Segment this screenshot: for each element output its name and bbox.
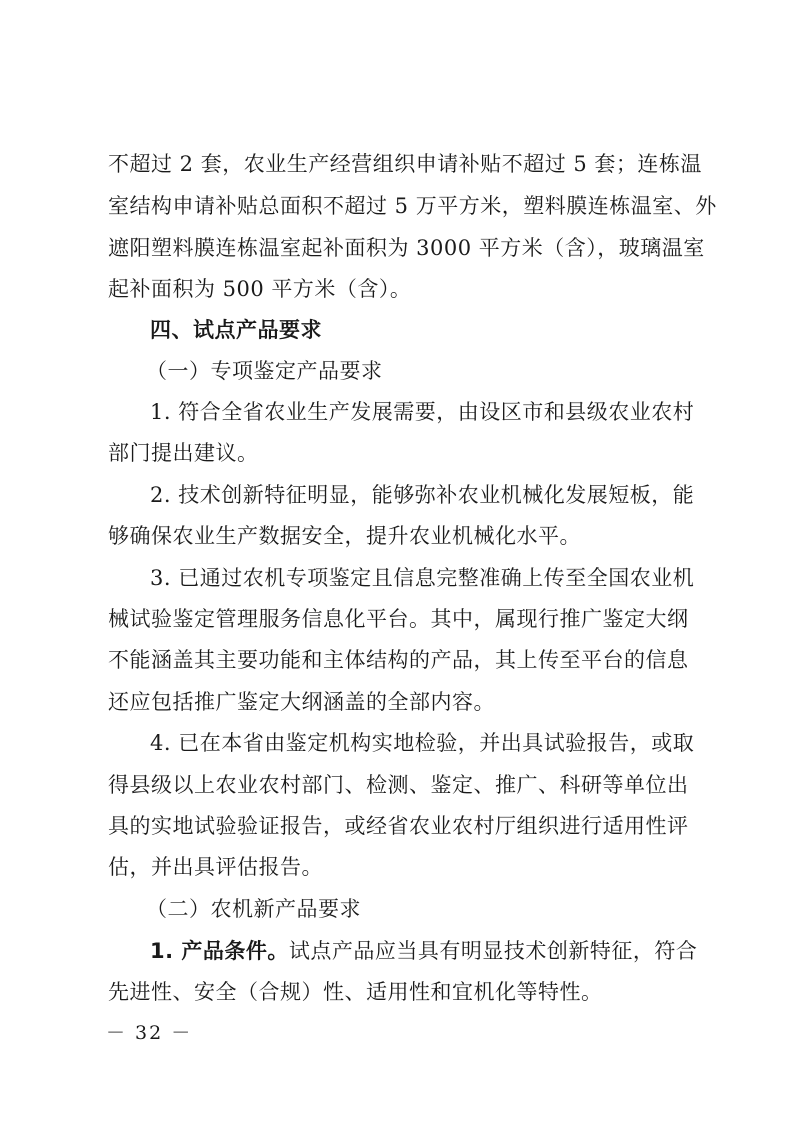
text-line: 够确保农业生产数据安全，提升农业机械化水平。: [108, 524, 581, 548]
text-line: 械试验鉴定管理服务信息化平台。其中，属现行推广鉴定大纲: [108, 607, 689, 631]
text-line: 遮阳塑料膜连栋温室起补面积为 3000 平方米（含），玻璃温室: [108, 236, 705, 260]
text-line: 估，并出具评估报告。: [108, 855, 323, 879]
text-line: 还应包括推广鉴定大纲涵盖的全部内容。: [108, 690, 495, 714]
text-line: 先进性、安全（合规）性、适用性和宜机化等特性。: [108, 980, 603, 1004]
text-line: 1. 符合全省农业生产发展需要，由设区市和县级农业农村: [150, 400, 695, 424]
subsection-heading: （一）专项鉴定产品要求: [146, 359, 383, 383]
subsection-heading: （二）农机新产品要求: [146, 897, 361, 921]
item-lead-text: 试点产品应当具有明显技术创新特征，符合: [288, 939, 698, 963]
text-line: 起补面积为 500 平方米（含）。: [108, 277, 412, 301]
text-line: 3. 已通过农机专项鉴定且信息完整准确上传至全国农业机: [150, 566, 695, 590]
text-line: 室结构申请补贴总面积不超过 5 万平方米，塑料膜连栋温室、外: [108, 194, 717, 218]
text-line: 得县级以上农业农村部门、检测、鉴定、推广、科研等单位出: [108, 773, 689, 797]
section-heading: 四、试点产品要求: [150, 318, 322, 342]
page-number: － 32 －: [106, 1022, 193, 1044]
text-line: 部门提出建议。: [108, 441, 259, 465]
item-lead-bold: 1. 产品条件。: [150, 939, 289, 963]
text-line: 2. 技术创新特征明显，能够弥补农业机械化发展短板，能: [150, 483, 695, 507]
text-line: [150, 937, 698, 965]
text-line: 不能涵盖其主要功能和主体结构的产品，其上传至平台的信息: [108, 648, 689, 672]
text-line: 具的实地试验验证报告，或经省农业农村厅组织进行适用性评: [108, 814, 689, 838]
text-line: 不超过 2 套，农业生产经营组织申请补贴不超过 5 套；连栋温: [108, 152, 702, 176]
text-line: 4. 已在本省由鉴定机构实地检验，并出具试验报告，或取: [150, 731, 695, 755]
